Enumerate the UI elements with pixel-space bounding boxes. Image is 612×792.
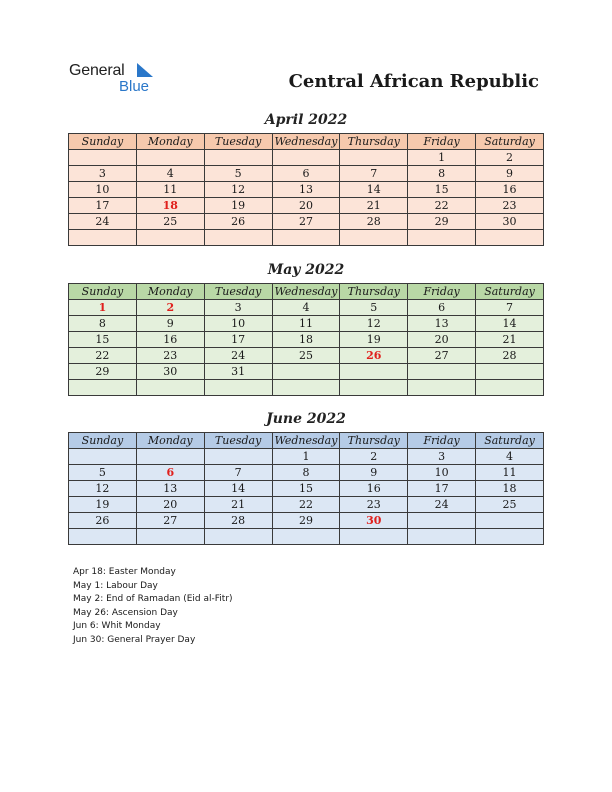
- month-title-june: June 2022: [266, 411, 346, 427]
- day-cell: 1: [272, 449, 340, 465]
- day-cell: 11: [476, 465, 544, 481]
- empty-day-cell: [272, 529, 340, 545]
- day-cell: 15: [69, 332, 137, 348]
- empty-day-cell: [69, 449, 137, 465]
- empty-day-cell: [136, 449, 204, 465]
- weekday-header: Thursday: [340, 134, 408, 150]
- empty-day-cell: [408, 364, 476, 380]
- holiday-notes: [73, 566, 233, 648]
- month-title-april: April 2022: [264, 112, 348, 128]
- logo-flag-icon: [135, 63, 153, 79]
- weekday-header: Wednesday: [272, 433, 340, 449]
- empty-day-cell: [136, 230, 204, 246]
- calendar-april: [68, 133, 544, 246]
- day-cell: 30: [340, 513, 408, 529]
- empty-day-cell: [408, 513, 476, 529]
- empty-day-cell: [272, 364, 340, 380]
- empty-day-cell: [476, 364, 544, 380]
- day-cell: 26: [340, 348, 408, 364]
- empty-day-cell: [272, 150, 340, 166]
- empty-day-cell: [136, 380, 204, 396]
- day-cell: 10: [408, 465, 476, 481]
- logo-text-blue: Blue: [119, 78, 150, 95]
- empty-day-cell: [476, 513, 544, 529]
- day-cell: 29: [69, 364, 137, 380]
- day-cell: 5: [340, 300, 408, 316]
- generalblue-logo: [69, 62, 169, 98]
- day-cell: 4: [272, 300, 340, 316]
- day-cell: 27: [136, 513, 204, 529]
- day-cell: 14: [340, 182, 408, 198]
- day-cell: 20: [136, 497, 204, 513]
- holiday-note: May 26: Ascension Day: [73, 607, 178, 618]
- calendar-body: [69, 449, 544, 545]
- empty-day-cell: [136, 150, 204, 166]
- day-cell: 18: [476, 481, 544, 497]
- day-cell: 24: [408, 497, 476, 513]
- empty-day-cell: [204, 449, 272, 465]
- week-row: [69, 300, 544, 316]
- empty-day-cell: [408, 529, 476, 545]
- empty-day-cell: [204, 529, 272, 545]
- empty-day-cell: [136, 529, 204, 545]
- empty-day-cell: [340, 529, 408, 545]
- empty-day-cell: [69, 230, 137, 246]
- day-cell: 12: [69, 481, 137, 497]
- day-cell: 21: [476, 332, 544, 348]
- week-row: [69, 449, 544, 465]
- day-cell: 17: [408, 481, 476, 497]
- day-cell: 24: [204, 348, 272, 364]
- week-row: [69, 529, 544, 545]
- day-cell: 29: [408, 214, 476, 230]
- day-cell: 8: [408, 166, 476, 182]
- week-row: [69, 198, 544, 214]
- day-cell: 18: [136, 198, 204, 214]
- day-cell: 2: [476, 150, 544, 166]
- day-cell: 19: [204, 198, 272, 214]
- day-cell: 9: [340, 465, 408, 481]
- empty-day-cell: [69, 150, 137, 166]
- empty-day-cell: [340, 230, 408, 246]
- weekday-header: Monday: [136, 134, 204, 150]
- day-cell: 22: [272, 497, 340, 513]
- country-title: Central African Republic: [288, 71, 539, 92]
- day-cell: 15: [272, 481, 340, 497]
- weekday-header: Sunday: [69, 284, 137, 300]
- week-row: [69, 348, 544, 364]
- day-cell: 31: [204, 364, 272, 380]
- holiday-note: Jun 30: General Prayer Day: [73, 634, 196, 645]
- calendar-may: [68, 283, 544, 396]
- day-cell: 19: [340, 332, 408, 348]
- day-cell: 21: [204, 497, 272, 513]
- empty-day-cell: [408, 380, 476, 396]
- day-cell: 12: [204, 182, 272, 198]
- weekday-header: Sunday: [69, 433, 137, 449]
- day-cell: 3: [408, 449, 476, 465]
- day-cell: 5: [69, 465, 137, 481]
- day-cell: 16: [136, 332, 204, 348]
- week-row: [69, 465, 544, 481]
- weekday-header: Monday: [136, 284, 204, 300]
- day-cell: 10: [69, 182, 137, 198]
- empty-day-cell: [340, 150, 408, 166]
- weekday-header: Saturday: [476, 134, 544, 150]
- day-cell: 17: [69, 198, 137, 214]
- day-cell: 23: [136, 348, 204, 364]
- day-cell: 17: [204, 332, 272, 348]
- day-cell: 19: [69, 497, 137, 513]
- day-cell: 6: [272, 166, 340, 182]
- empty-day-cell: [69, 380, 137, 396]
- week-row: [69, 380, 544, 396]
- day-cell: 10: [204, 316, 272, 332]
- calendar-body: [69, 300, 544, 396]
- weekday-header: Thursday: [340, 284, 408, 300]
- day-cell: 7: [340, 166, 408, 182]
- day-cell: 4: [476, 449, 544, 465]
- weekday-header: Monday: [136, 433, 204, 449]
- empty-day-cell: [476, 230, 544, 246]
- day-cell: 6: [408, 300, 476, 316]
- day-cell: 30: [476, 214, 544, 230]
- day-cell: 25: [272, 348, 340, 364]
- weekday-header: Tuesday: [204, 284, 272, 300]
- weekday-header-row: [69, 134, 544, 150]
- weekday-header: Saturday: [476, 433, 544, 449]
- weekday-header: Tuesday: [204, 433, 272, 449]
- day-cell: 5: [204, 166, 272, 182]
- day-cell: 30: [136, 364, 204, 380]
- day-cell: 13: [272, 182, 340, 198]
- day-cell: 18: [272, 332, 340, 348]
- day-cell: 8: [69, 316, 137, 332]
- day-cell: 11: [272, 316, 340, 332]
- day-cell: 14: [204, 481, 272, 497]
- holiday-note: Jun 6: Whit Monday: [73, 621, 161, 632]
- day-cell: 8: [272, 465, 340, 481]
- week-row: [69, 182, 544, 198]
- week-row: [69, 332, 544, 348]
- calendar-june: [68, 432, 544, 545]
- weekday-header: Wednesday: [272, 134, 340, 150]
- day-cell: 24: [69, 214, 137, 230]
- day-cell: 9: [476, 166, 544, 182]
- day-cell: 11: [136, 182, 204, 198]
- empty-day-cell: [340, 364, 408, 380]
- weekday-header: Wednesday: [272, 284, 340, 300]
- day-cell: 12: [340, 316, 408, 332]
- week-row: [69, 364, 544, 380]
- day-cell: 6: [136, 465, 204, 481]
- holiday-note: May 1: Labour Day: [73, 580, 158, 591]
- weekday-header: Sunday: [69, 134, 137, 150]
- day-cell: 7: [204, 465, 272, 481]
- week-row: [69, 214, 544, 230]
- week-row: [69, 230, 544, 246]
- weekday-header: Thursday: [340, 433, 408, 449]
- empty-day-cell: [69, 529, 137, 545]
- logo-text-general: General: [69, 62, 125, 79]
- day-cell: 28: [204, 513, 272, 529]
- empty-day-cell: [408, 230, 476, 246]
- day-cell: 28: [340, 214, 408, 230]
- day-cell: 29: [272, 513, 340, 529]
- weekday-header: Friday: [408, 433, 476, 449]
- empty-day-cell: [476, 380, 544, 396]
- day-cell: 1: [69, 300, 137, 316]
- day-cell: 23: [340, 497, 408, 513]
- day-cell: 14: [476, 316, 544, 332]
- empty-day-cell: [272, 230, 340, 246]
- day-cell: 13: [408, 316, 476, 332]
- day-cell: 25: [136, 214, 204, 230]
- week-row: [69, 497, 544, 513]
- month-title-may: May 2022: [267, 262, 345, 278]
- day-cell: 1: [408, 150, 476, 166]
- week-row: [69, 316, 544, 332]
- day-cell: 2: [136, 300, 204, 316]
- day-cell: 25: [476, 497, 544, 513]
- day-cell: 27: [272, 214, 340, 230]
- day-cell: 16: [340, 481, 408, 497]
- day-cell: 15: [408, 182, 476, 198]
- holiday-note: Apr 18: Easter Monday: [73, 567, 176, 577]
- empty-day-cell: [204, 150, 272, 166]
- empty-day-cell: [272, 380, 340, 396]
- day-cell: 22: [408, 198, 476, 214]
- day-cell: 2: [340, 449, 408, 465]
- day-cell: 23: [476, 198, 544, 214]
- day-cell: 26: [204, 214, 272, 230]
- calendar-body: [69, 150, 544, 246]
- weekday-header-row: [69, 433, 544, 449]
- week-row: [69, 150, 544, 166]
- empty-day-cell: [204, 380, 272, 396]
- day-cell: 28: [476, 348, 544, 364]
- day-cell: 9: [136, 316, 204, 332]
- weekday-header: Friday: [408, 284, 476, 300]
- day-cell: 27: [408, 348, 476, 364]
- day-cell: 22: [69, 348, 137, 364]
- empty-day-cell: [204, 230, 272, 246]
- week-row: [69, 513, 544, 529]
- day-cell: 16: [476, 182, 544, 198]
- day-cell: 13: [136, 481, 204, 497]
- weekday-header: Saturday: [476, 284, 544, 300]
- day-cell: 4: [136, 166, 204, 182]
- empty-day-cell: [476, 529, 544, 545]
- holiday-note: May 2: End of Ramadan (Eid al-Fitr): [73, 594, 233, 605]
- day-cell: 3: [204, 300, 272, 316]
- day-cell: 20: [272, 198, 340, 214]
- weekday-header-row: [69, 284, 544, 300]
- weekday-header: Friday: [408, 134, 476, 150]
- week-row: [69, 166, 544, 182]
- week-row: [69, 481, 544, 497]
- day-cell: 7: [476, 300, 544, 316]
- empty-day-cell: [340, 380, 408, 396]
- day-cell: 26: [69, 513, 137, 529]
- weekday-header: Tuesday: [204, 134, 272, 150]
- day-cell: 20: [408, 332, 476, 348]
- day-cell: 21: [340, 198, 408, 214]
- day-cell: 3: [69, 166, 137, 182]
